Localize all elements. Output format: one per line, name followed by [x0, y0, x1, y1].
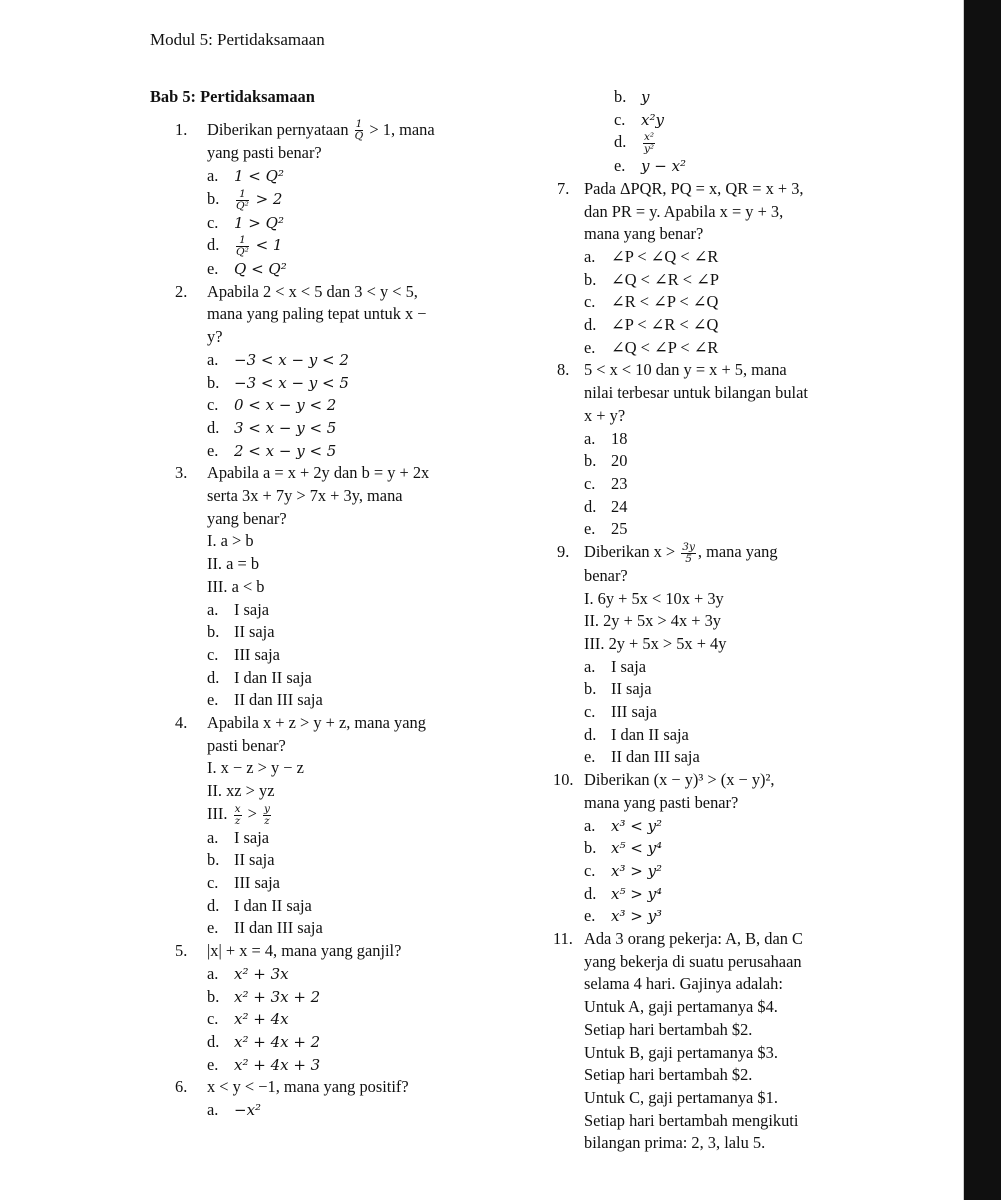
question-3: [150, 462, 490, 530]
question-text-line: benar?: [584, 565, 628, 585]
option-b: [150, 621, 490, 644]
question-text-line: Untuk A, gaji pertamanya $4.: [584, 997, 778, 1017]
option-text: −x²: [234, 1101, 262, 1120]
numerator: 3y: [682, 540, 695, 553]
option-letter: a.: [207, 166, 219, 186]
option-e: [557, 518, 857, 541]
statement-2: II. a = b: [207, 554, 260, 574]
question-text-line: yang benar?: [207, 508, 287, 528]
numerator: x: [234, 802, 241, 815]
statement-1: I. 6y + 5x < 10x + 3y: [584, 588, 724, 608]
statement-3: III. a < b: [207, 576, 265, 596]
option-d: [150, 1031, 490, 1054]
question-number: 1.: [175, 119, 188, 139]
option-letter: b.: [584, 679, 597, 699]
option-a: [557, 246, 857, 269]
question-2: [150, 281, 490, 349]
denominator: Q²: [236, 246, 249, 259]
option-text: I dan II saja: [234, 667, 312, 687]
question-text-line: Apabila x + z > y + z, mana yang: [207, 713, 426, 733]
option-letter: d.: [584, 315, 597, 335]
option-text: ∠P < ∠R < ∠Q: [611, 315, 719, 335]
option-letter: d.: [207, 417, 220, 437]
option-letter: c.: [207, 212, 219, 232]
option-text: 25: [611, 519, 628, 539]
option-e: [557, 337, 857, 360]
option-text: −3 < x − y < 2: [234, 350, 349, 369]
question-text-part: Diberikan pernyataan: [207, 119, 353, 139]
option-c: [557, 109, 857, 132]
option-a: [150, 1099, 490, 1122]
denominator: y²: [643, 143, 655, 156]
option-letter: b.: [207, 986, 220, 1006]
question-5: [150, 940, 490, 963]
question-text-line: pasti benar?: [207, 735, 286, 755]
question-text-line: mana yang paling tepat untuk x −: [207, 304, 427, 324]
option-letter: b.: [207, 188, 220, 208]
option-c: [150, 394, 490, 417]
question-text-line: Apabila 2 < x < 5 dan 3 < y < 5,: [207, 281, 418, 301]
option-text: III saja: [611, 702, 657, 722]
option-text: I saja: [234, 599, 270, 619]
option-letter: e.: [614, 156, 626, 176]
option-d: [150, 234, 490, 258]
option-letter: d.: [207, 235, 220, 255]
option-text: −3 < x − y < 5: [234, 373, 349, 392]
question-text-line: Untuk C, gaji pertamanya $1.: [584, 1088, 778, 1107]
option-c: [150, 644, 490, 667]
question-10: [553, 769, 857, 814]
option-letter: e.: [584, 906, 596, 926]
fraction: [236, 189, 249, 212]
denominator: z: [264, 814, 270, 827]
question-text: [584, 541, 857, 565]
option-letter: e.: [207, 259, 219, 279]
option-a: [557, 656, 857, 679]
option-letter: c.: [584, 702, 596, 722]
option-e: [557, 746, 857, 769]
right-column: [553, 86, 857, 1155]
fraction: [643, 132, 655, 155]
option-letter: d.: [614, 132, 627, 152]
option-a: [557, 428, 857, 451]
numerator: 1: [236, 189, 249, 201]
option-letter: b.: [614, 87, 627, 106]
option-c: [557, 701, 857, 724]
option-d: [150, 667, 490, 690]
option-text: x² + 4x + 2: [234, 1032, 321, 1051]
option-text: II dan III saja: [234, 690, 323, 710]
option-d: [557, 314, 857, 337]
numerator: 1: [355, 118, 363, 131]
option-letter: d.: [207, 667, 220, 687]
fraction: [236, 235, 249, 258]
option-d: [557, 496, 857, 519]
operator: >: [243, 803, 261, 823]
denominator: Q²: [236, 199, 249, 212]
option-text: x²y: [641, 110, 664, 129]
statement-1: I. a > b: [207, 531, 254, 551]
option-b: [150, 188, 490, 212]
option-letter: c.: [584, 860, 596, 880]
option-e: [150, 258, 490, 281]
option-letter: c.: [584, 473, 596, 493]
denominator: z: [234, 814, 241, 827]
fraction: [355, 119, 364, 142]
question-number: 6.: [175, 1077, 188, 1097]
statement-2: II. 2y + 5x > 4x + 3y: [584, 611, 721, 631]
chapter-title: Bab 5: Pertidaksamaan: [150, 87, 315, 106]
option-text: ∠P < ∠Q < ∠R: [611, 246, 719, 266]
question-7: [557, 178, 857, 246]
question-text-line: x + y?: [584, 405, 626, 425]
option-c: [150, 1008, 490, 1031]
option-letter: b.: [584, 451, 597, 471]
question-9: [557, 541, 857, 587]
question-number: 8.: [557, 360, 570, 380]
option-letter: b.: [207, 850, 220, 870]
fraction: [234, 804, 242, 827]
statement-2: II. xz > yz: [207, 781, 275, 801]
numerator: x²: [644, 131, 655, 144]
option-e: [557, 905, 857, 928]
page-header: Modul 5: Pertidaksamaan: [150, 30, 325, 49]
option-text: 2 < x − y < 5: [234, 441, 337, 460]
option-text: II saja: [234, 850, 275, 870]
option-text: II dan III saja: [611, 747, 700, 767]
option-b: [557, 837, 857, 860]
question-text-line: mana yang pasti benar?: [584, 792, 739, 812]
question-number: 10.: [553, 770, 574, 790]
option-c: [557, 291, 857, 314]
option-b: [557, 450, 857, 473]
option-e: [150, 917, 490, 940]
question-text-line: Apabila a = x + 2y dan b = y + 2x: [207, 463, 430, 483]
question-6: [150, 1076, 490, 1099]
option-letter: c.: [207, 1009, 219, 1029]
question-text-part: > 1, mana: [365, 119, 435, 139]
option-letter: a.: [207, 963, 219, 983]
question-number: 4.: [175, 713, 188, 733]
option-d: [150, 895, 490, 918]
option-text: y − x²: [641, 157, 687, 176]
option-d: [150, 417, 490, 440]
question-11: [553, 928, 857, 1155]
question-text-line: x < y < −1, mana yang positif?: [207, 1077, 409, 1097]
option-text: II saja: [611, 679, 652, 699]
question-text-line: |x| + x = 4, mana yang ganjil?: [207, 941, 402, 961]
option-letter: a.: [584, 815, 596, 835]
question-text-line: Diberikan (x − y)³ > (x − y)²,: [584, 770, 775, 790]
option-letter: d.: [584, 883, 597, 903]
denominator: 5: [685, 552, 692, 565]
option-letter: c.: [207, 873, 219, 893]
option-letter: b.: [584, 269, 597, 289]
denominator: Q: [354, 130, 364, 143]
question-text-line: yang pasti benar?: [207, 143, 322, 163]
question-text-line: dan PR = y. Apabila x = y + 3,: [584, 201, 784, 221]
option-text: 20: [611, 451, 628, 471]
option-letter: a.: [207, 599, 219, 619]
option-letter: b.: [207, 622, 220, 642]
option-text: x⁵ < y⁴: [611, 839, 663, 858]
statement-3: III. 2y + 5x > 5x + 4y: [584, 633, 727, 653]
option-letter: c.: [207, 644, 219, 664]
option-c: [150, 212, 490, 235]
option-b: [557, 678, 857, 701]
statement-1: I. x − z > y − z: [207, 758, 304, 778]
option-text: x² + 4x: [234, 1010, 289, 1029]
option-letter: d.: [584, 496, 597, 516]
question-8: [557, 359, 857, 427]
option-b: [150, 372, 490, 395]
option-text: I saja: [234, 827, 270, 847]
question-1: [150, 119, 490, 165]
option-text: 0 < x − y < 2: [234, 396, 337, 415]
option-b: [557, 269, 857, 292]
question-number: 2.: [175, 281, 188, 301]
option-letter: a.: [584, 428, 596, 448]
option-b: [150, 849, 490, 872]
option-text: ∠R < ∠P < ∠Q: [611, 292, 719, 312]
option-text: > 2: [250, 189, 283, 208]
option-text: 1 < Q²: [234, 167, 284, 186]
statement-prefix: III.: [207, 803, 232, 823]
option-text: y: [641, 88, 650, 106]
option-letter: a.: [207, 1100, 219, 1120]
option-text: 18: [611, 428, 628, 448]
option-text: x² + 3x + 2: [234, 987, 321, 1006]
question-text-line: Setiap hari bertambah $2.: [584, 1065, 753, 1085]
question-text-line: Setiap hari bertambah mengikuti: [584, 1110, 799, 1130]
question-number: 9.: [557, 542, 570, 562]
option-a: [150, 963, 490, 986]
option-text: 1 > Q²: [234, 213, 284, 232]
option-text: ∠Q < ∠P < ∠R: [611, 337, 719, 357]
option-text: 24: [611, 496, 628, 516]
option-a: [557, 815, 857, 838]
option-text: I dan II saja: [611, 724, 689, 744]
option-e: [150, 689, 490, 712]
fraction: [681, 542, 696, 565]
option-text: x² + 4x + 3: [234, 1055, 321, 1074]
option-letter: e.: [207, 918, 219, 938]
option-letter: e.: [584, 337, 596, 357]
option-letter: e.: [207, 690, 219, 710]
question-text-line: yang bekerja di suatu perusahaan: [584, 951, 802, 971]
option-e: [557, 155, 857, 178]
numerator: 1: [236, 235, 249, 247]
option-letter: e.: [207, 1054, 219, 1074]
question-text-line: serta 3x + 7y > 7x + 3y, mana: [207, 486, 403, 506]
option-letter: b.: [584, 838, 597, 858]
option-text: x³ > y³: [611, 907, 663, 926]
option-letter: a.: [207, 349, 219, 369]
option-text: I saja: [611, 656, 647, 676]
question-text-line: mana yang benar?: [584, 224, 704, 244]
option-c: [150, 872, 490, 895]
option-text: < 1: [250, 236, 283, 255]
option-e: [150, 1054, 490, 1077]
option-a: [150, 165, 490, 188]
option-text: II dan III saja: [234, 918, 323, 938]
fraction: [263, 804, 271, 827]
question-text-line: Pada ΔPQR, PQ = x, QR = x + 3,: [584, 178, 804, 198]
option-d: [557, 724, 857, 747]
option-letter: c.: [207, 395, 219, 415]
question-4: [150, 712, 490, 757]
option-text: x³ > y²: [611, 861, 663, 880]
option-text: x³ < y²: [611, 816, 663, 835]
option-text: II saja: [234, 622, 275, 642]
option-e: [150, 440, 490, 463]
statement-3: [150, 803, 490, 827]
option-b: [150, 986, 490, 1009]
option-text: 3 < x − y < 5: [234, 418, 337, 437]
option-c: [557, 473, 857, 496]
question-text-part: , mana yang: [697, 542, 778, 562]
option-letter: d.: [584, 724, 597, 744]
option-text: I dan II saja: [234, 895, 312, 915]
question-number: 11.: [553, 929, 573, 949]
option-letter: d.: [207, 1031, 220, 1051]
question-text-line: Untuk B, gaji pertamanya $3.: [584, 1042, 778, 1062]
option-a: [150, 599, 490, 622]
option-a: [150, 349, 490, 372]
question-number: 3.: [175, 463, 188, 483]
numerator: y: [263, 802, 270, 815]
question-text-line: selama 4 hari. Gajinya adalah:: [584, 974, 783, 994]
question-text-line: nilai terbesar untuk bilangan bulat: [584, 383, 808, 403]
option-letter: a.: [584, 246, 596, 266]
option-text: x² + 3x: [234, 964, 289, 983]
option-b: [557, 86, 857, 109]
option-letter: a.: [207, 827, 219, 847]
question-text-line: bilangan prima: 2, 3, lalu 5.: [584, 1133, 766, 1153]
option-a: [150, 827, 490, 850]
option-letter: c.: [614, 109, 626, 129]
option-letter: e.: [584, 519, 596, 539]
option-letter: c.: [584, 292, 596, 312]
option-text: III saja: [234, 873, 280, 893]
option-text: ∠Q < ∠R < ∠P: [611, 269, 719, 289]
left-column: [150, 86, 490, 1122]
option-letter: e.: [207, 440, 219, 460]
option-letter: b.: [207, 372, 220, 392]
question-number: 7.: [557, 178, 570, 198]
question-text-line: y?: [207, 327, 223, 347]
option-letter: d.: [207, 895, 220, 915]
question-text-line: Setiap hari bertambah $2.: [584, 1019, 753, 1039]
question-number: 5.: [175, 941, 188, 961]
question-text-line: 5 < x < 10 dan y = x + 5, mana: [584, 360, 787, 380]
option-letter: a.: [584, 656, 596, 676]
option-text: x⁵ > y⁴: [611, 884, 663, 903]
option-d: [557, 131, 857, 155]
option-letter: e.: [584, 747, 596, 767]
option-text: 23: [611, 473, 628, 493]
question-text-part: Diberikan x >: [584, 542, 680, 562]
question-text: [207, 119, 490, 143]
option-d: [557, 883, 857, 906]
question-text-line: Ada 3 orang pekerja: A, B, dan C: [584, 929, 803, 949]
option-c: [557, 860, 857, 883]
option-text: III saja: [234, 644, 280, 664]
option-text: Q < Q²: [234, 260, 287, 279]
